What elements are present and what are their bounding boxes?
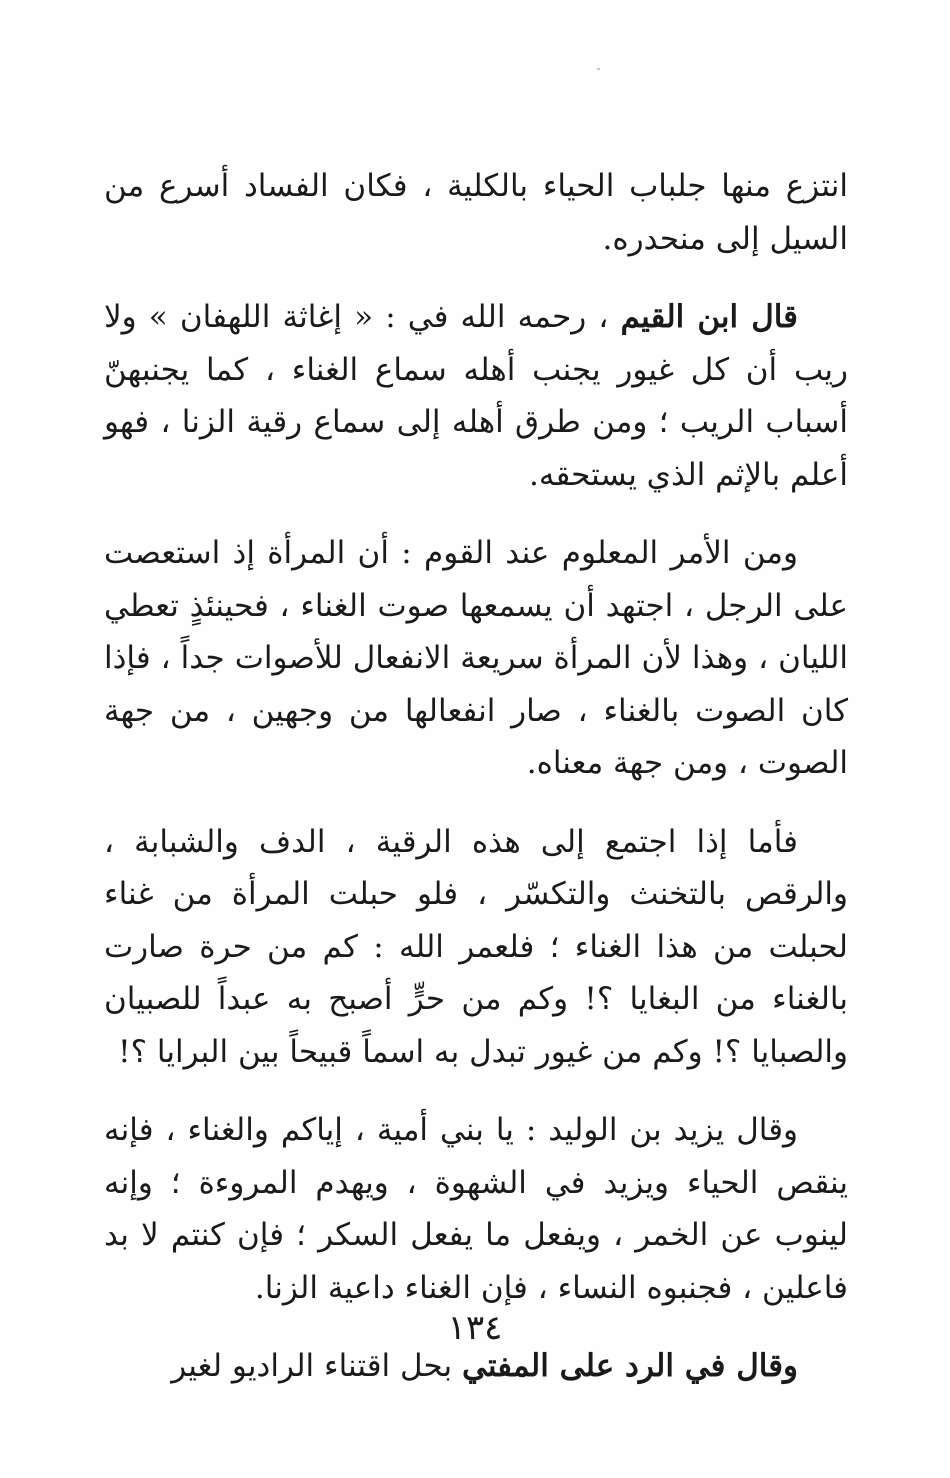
paragraph-5: [104, 1104, 848, 1314]
paragraph-2: [104, 291, 848, 501]
paragraph-1: [104, 160, 848, 265]
paragraph-2-text: ، رحمه الله في : « إغاثة اللهفان » ولا ريب أن كل غيور يجنب أهله سماع الغناء ، كما يجنبهنّ أسباب الريب ؛ ومن طرق أهله إلى سماع رقية الزنا ، فهو أعلم بالإثم الذي يستحقه.: [104, 299, 848, 493]
paragraph-4: [104, 816, 848, 1079]
paragraph-5-text: وقال يزيد بن الوليد : يا بني أمية ، إياكم والغناء ، فإنه ينقص الحياء ويزيد في الشهوة ، ويهدم المروءة ؛ وإنه لينوب عن الخمر ، ويفعل ما يفعل السكر ؛ فإن كنتم لا بد فاعلين ، فجنبوه النساء ، فإن الغناء داعية الزنا.: [104, 1112, 848, 1306]
paragraph-3: [104, 527, 848, 790]
paragraph-4-text: فأما إذا اجتمع إلى هذه الرقية ، الدف والشبابة ، والرقص بالتخنث والتكسّر ، فلو حبلت المرأة من غناء لحبلت من هذا الغناء ؛ فلعمر الله : كم من حرة صارت بالغناء من البغايا ؟! وكم من حرٍّ أصبح به عبداً للصبيان والصبايا ؟! وكم من غيور تبدل به اسماً قبيحاً بين البرايا ؟!: [104, 823, 848, 1070]
body-text: [104, 160, 848, 1393]
paragraph-3-text: ومن الأمر المعلوم عند القوم : أن المرأة إذ استعصت على الرجل ، اجتهد أن يسمعها صوت الغناء ، فحينئذٍ تعطي الليان ، وهذا لأن المرأة سريعة الانفعال للأصوات جداً ، فإذا كان الصوت بالغناء ، صار انفعالها من وجهين ، من جهة الصوت ، ومن جهة معناه.: [104, 535, 848, 781]
paragraph-2-heading: قال ابن القيم: [620, 299, 798, 335]
page-number: ١٣٤: [447, 1308, 503, 1348]
scan-speck: [597, 68, 600, 70]
paragraph-1-text: انتزع منها جلباب الحياء بالكلية ، فكان الفساد أسرع من السيل إلى منحدره.: [104, 168, 848, 257]
paragraph-6-text: بحل اقتناء الراديو لغير: [171, 1348, 462, 1384]
paragraph-6-heading: وقال في الرد على المفتي: [461, 1348, 798, 1384]
